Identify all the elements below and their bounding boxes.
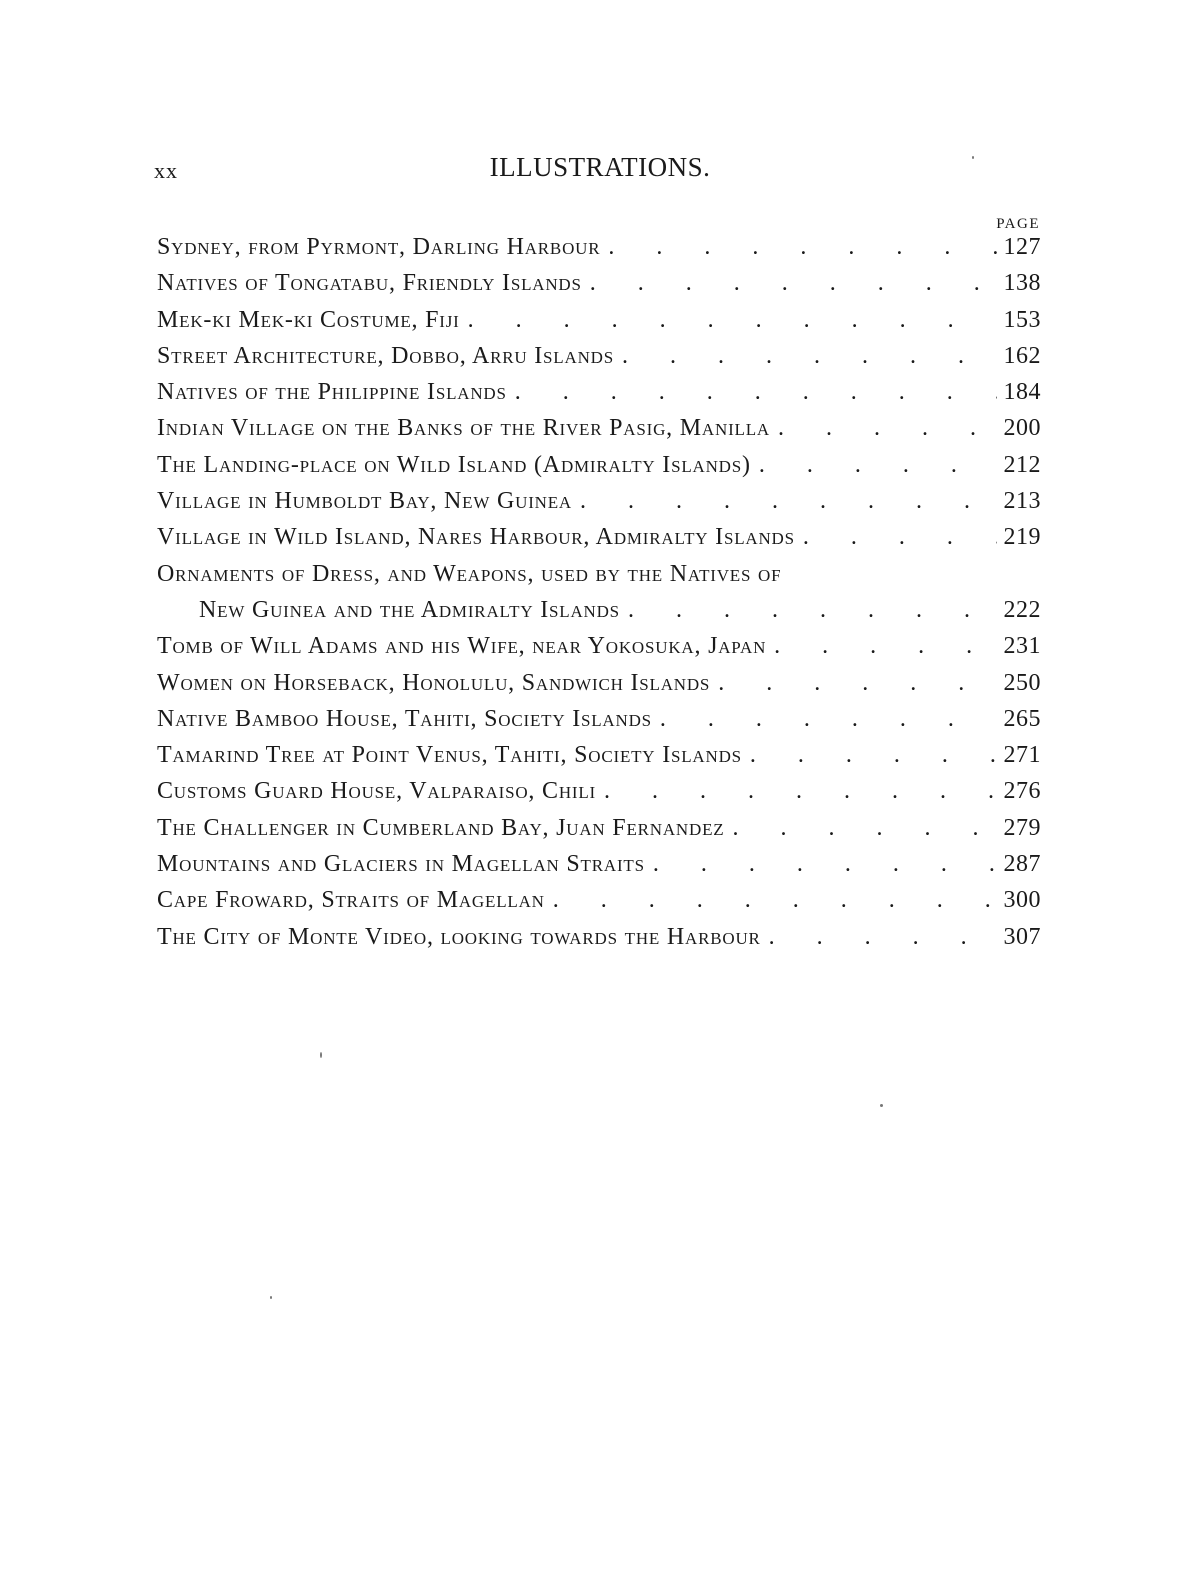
entry-title: Cape Froward, Straits of Magellan bbox=[157, 887, 545, 914]
dot-leader bbox=[614, 343, 997, 370]
list-item bbox=[157, 742, 1041, 778]
dot-leader bbox=[761, 924, 997, 951]
dot-leader bbox=[572, 488, 997, 515]
entry-page-number: 212 bbox=[1003, 451, 1041, 478]
dot-leader bbox=[652, 706, 997, 733]
dot-leader bbox=[710, 670, 997, 697]
entry-page-number: 127 bbox=[1003, 234, 1041, 260]
list-item bbox=[157, 815, 1041, 851]
dot-leader bbox=[751, 452, 997, 479]
entry-page-number: 250 bbox=[1003, 669, 1041, 696]
dot-leader bbox=[460, 307, 997, 334]
dot-leader bbox=[724, 815, 997, 842]
entry-page-number: 279 bbox=[1003, 814, 1041, 841]
print-speck bbox=[880, 1104, 883, 1107]
entry-page-number: 213 bbox=[1003, 488, 1041, 515]
list-item bbox=[157, 379, 1041, 415]
dot-leader bbox=[545, 887, 997, 914]
list-item bbox=[157, 524, 1041, 560]
dot-leader bbox=[596, 778, 997, 805]
entry-title: Village in Humboldt Bay, New Guinea bbox=[157, 488, 572, 515]
entry-title: The Landing-place on Wild Island (Admiralty Islands) bbox=[157, 451, 751, 478]
entry-title: Village in Wild Island, Nares Harbour, Admiralty Islands bbox=[157, 524, 795, 551]
list-item bbox=[157, 343, 1041, 379]
entry-title: Tomb of Will Adams and his Wife, near Yokosuka, Japan bbox=[157, 633, 767, 660]
dot-leader bbox=[795, 524, 997, 551]
dot-leader bbox=[766, 633, 997, 660]
list-item bbox=[157, 415, 1041, 451]
entry-page-number: 300 bbox=[1003, 887, 1041, 914]
entry-title: Women on Horseback, Honolulu, Sandwich Islands bbox=[157, 669, 711, 696]
list-item bbox=[157, 670, 1041, 706]
entry-title: Customs Guard House, Valparaiso, Chili bbox=[157, 778, 597, 805]
entry-title: Mek-ki Mek-ki Costume, Fiji bbox=[157, 306, 460, 333]
entry-title: Natives of Tongatabu, Friendly Islands bbox=[157, 270, 582, 297]
entry-page-number: 153 bbox=[1003, 306, 1041, 333]
list-item bbox=[157, 597, 1041, 633]
entry-title: Sydney, from Pyrmont, Darling Harbour bbox=[157, 234, 601, 260]
entry-page-number: 219 bbox=[1003, 524, 1041, 551]
dot-leader bbox=[582, 270, 997, 297]
entry-title: The Challenger in Cumberland Bay, Juan Fernandez bbox=[157, 814, 725, 841]
list-item bbox=[157, 706, 1041, 742]
page-number: xx bbox=[154, 158, 178, 183]
dot-leader bbox=[620, 597, 997, 624]
entry-title: Street Architecture, Dobbo, Arru Islands bbox=[157, 342, 614, 369]
entry-page-number: 307 bbox=[1003, 923, 1041, 950]
dot-leader bbox=[645, 851, 997, 878]
list-item bbox=[157, 488, 1041, 524]
entry-page-number: 222 bbox=[1003, 596, 1041, 623]
entry-title: Tamarind Tree at Point Venus, Tahiti, Society Islands bbox=[157, 742, 742, 769]
entry-title: Native Bamboo House, Tahiti, Society Islands bbox=[157, 705, 652, 732]
list-item bbox=[157, 633, 1041, 669]
list-item bbox=[157, 924, 1041, 960]
print-speck bbox=[320, 1052, 322, 1058]
list-item bbox=[157, 851, 1041, 887]
entry-title: Ornaments of Dress, and Weapons, used by the Natives of bbox=[157, 560, 782, 587]
list-item bbox=[157, 452, 1041, 488]
dot-leader bbox=[742, 742, 997, 769]
entry-page-number: 276 bbox=[1003, 778, 1041, 805]
dot-leader bbox=[507, 379, 997, 406]
list-item bbox=[157, 270, 1041, 306]
entry-page-number: 138 bbox=[1003, 270, 1041, 297]
dot-leader bbox=[600, 234, 997, 261]
entry-title: Indian Village on the Banks of the River Pasig, Manilla bbox=[157, 415, 770, 442]
entry-page-number: 162 bbox=[1003, 342, 1041, 369]
list-item bbox=[157, 561, 1041, 597]
running-title: ILLUSTRATIONS. bbox=[489, 152, 711, 182]
entry-title: Natives of the Philippine Islands bbox=[157, 379, 507, 406]
entry-page-number: 231 bbox=[1003, 633, 1041, 660]
entry-title: New Guinea and the Admiralty Islands bbox=[199, 596, 620, 623]
entry-title: Mountains and Glaciers in Magellan Straits bbox=[157, 851, 645, 878]
entry-page-number: 271 bbox=[1003, 742, 1041, 769]
list-item bbox=[157, 307, 1041, 343]
list-item bbox=[157, 887, 1041, 923]
entry-page-number: 265 bbox=[1003, 705, 1041, 732]
entry-page-number: 200 bbox=[1003, 415, 1041, 442]
page-column-label: PAGE bbox=[996, 216, 1040, 232]
list-item bbox=[157, 234, 1041, 270]
dot-leader bbox=[770, 415, 997, 442]
entry-title: The City of Monte Video, looking towards the Harbour bbox=[157, 923, 761, 950]
entry-page-number: 287 bbox=[1003, 851, 1041, 878]
list-item bbox=[157, 778, 1041, 814]
illustrations-list bbox=[157, 234, 1041, 960]
entry-page-number: 184 bbox=[1003, 379, 1041, 406]
print-speck bbox=[972, 156, 974, 159]
print-speck bbox=[270, 1296, 272, 1299]
